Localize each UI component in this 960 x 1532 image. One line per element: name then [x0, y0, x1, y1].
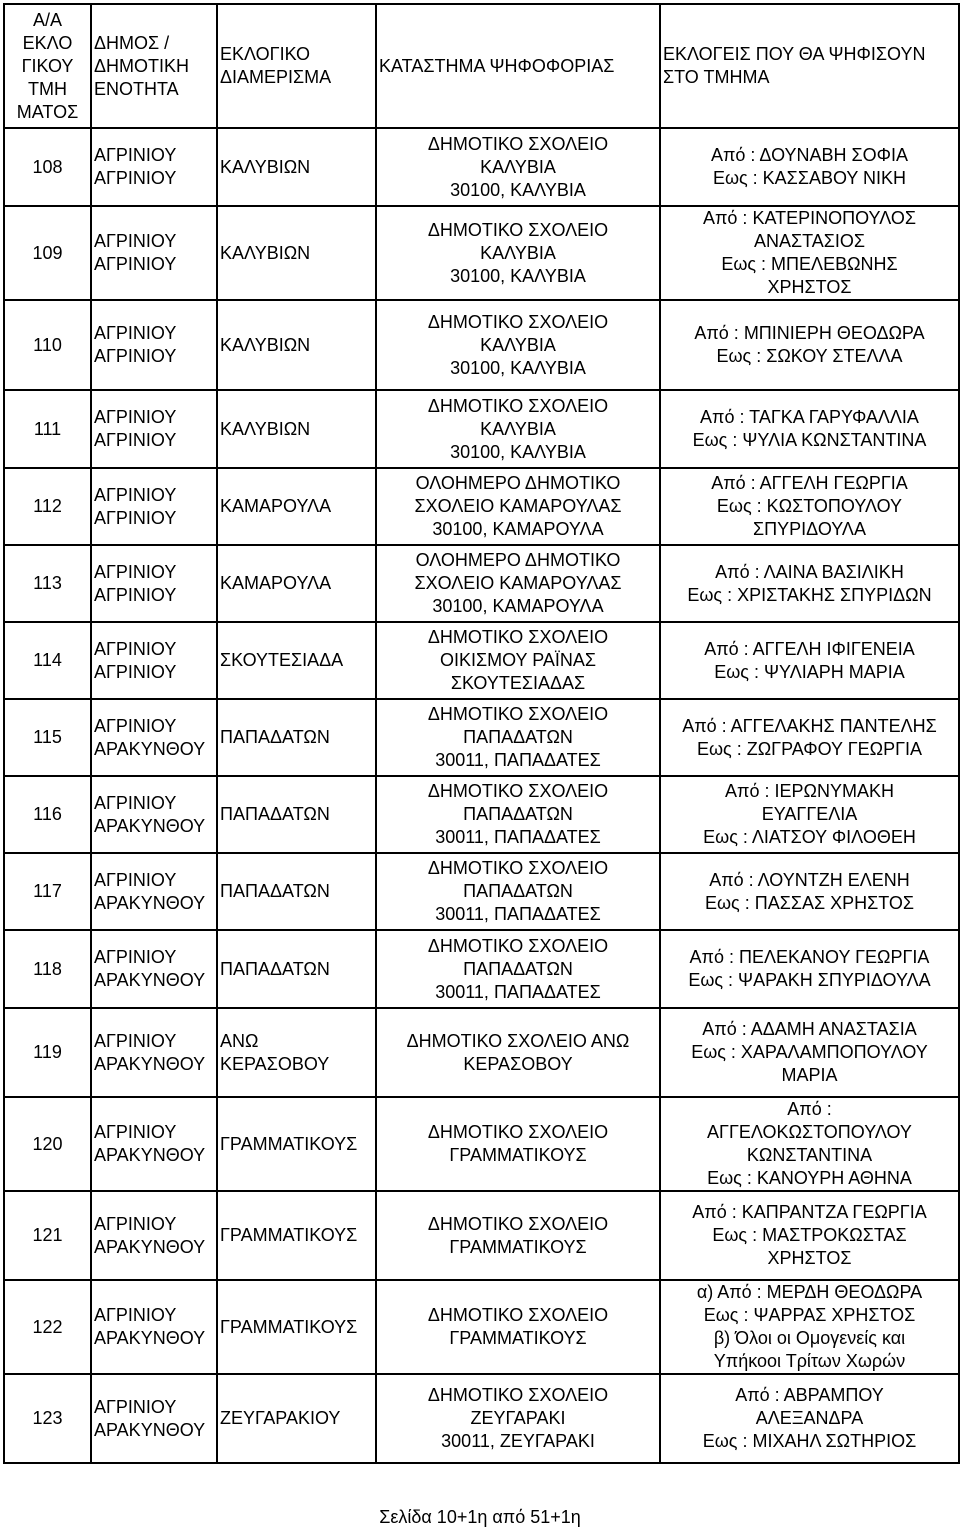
cell-dimos	[91, 930, 217, 1008]
cell-diamerisma-line: ΠΑΠΑΔΑΤΩΝ	[220, 804, 330, 824]
cell-ekloges	[660, 699, 959, 776]
cell-ekloges-line: Από :	[787, 1099, 832, 1119]
cell-ekloges-line: ΜΑΡΙΑ	[781, 1065, 838, 1085]
cell-ekloges-line: Εως : ΚΑΝΟΥΡΗ ΑΘΗΝΑ	[707, 1168, 912, 1188]
cell-katastima-line: ΣΧΟΛΕΙΟ ΚΑΜΑΡΟΥΛΑΣ	[414, 496, 622, 516]
cell-dimos-line: ΑΓΡΙΝΙΟΥ	[94, 792, 177, 813]
cell-katastima-line: ΔΗΜΟΤΙΚΟ ΣΧΟΛΕΙΟ	[427, 781, 609, 801]
cell-diamerisma	[217, 1280, 376, 1374]
cell-katastima	[376, 1008, 660, 1097]
cell-dimos-line: ΑΡΑΚΥΝΘΟΥ	[94, 892, 206, 913]
cell-katastima-line: ΓΡΑΜΜΑΤΙΚΟΥΣ	[449, 1145, 587, 1165]
cell-dimos-line: ΑΡΑΚΥΝΘΟΥ	[94, 738, 206, 759]
cell-katastima-line: ΚΑΛΥΒΙΑ	[480, 334, 556, 355]
cell-ekloges	[660, 206, 959, 300]
cell-dimos-line: ΑΡΑΚΥΝΘΟΥ	[94, 1236, 206, 1257]
cell-dimos-line: ΑΓΡΙΝΙΟΥ	[94, 507, 177, 528]
cell-dimos-line: ΑΡΑΚΥΝΘΟΥ	[94, 1053, 206, 1074]
cell-aa: 120	[4, 1097, 91, 1191]
cell-katastima-line: ΔΗΜΟΤΙΚΟ ΣΧΟΛΕΙΟ	[427, 311, 609, 332]
cell-diamerisma-line: ΚΑΜΑΡΟΥΛΑ	[220, 496, 332, 516]
cell-diamerisma-line: ΚΑΛΥΒΙΩΝ	[220, 242, 311, 263]
cell-diamerisma	[217, 699, 376, 776]
cell-ekloges-line: Εως : ΨΥΛΙΑΡΗ ΜΑΡΙΑ	[714, 661, 905, 682]
cell-katastima-line: ΠΑΠΑΔΑΤΩΝ	[463, 804, 573, 824]
cell-ekloges	[660, 622, 959, 699]
cell-ekloges-line: α) Από : ΜΕΡΔΗ ΘΕΟΔΩΡΑ	[696, 1282, 923, 1302]
cell-dimos-line: ΑΓΡΙΝΙΟΥ	[94, 484, 177, 505]
cell-ekloges	[660, 853, 959, 930]
cell-ekloges-line: Από : ΚΑΤΕΡΙΝΟΠΟΥΛΟΣ	[703, 208, 916, 228]
cell-dimos-line: ΑΓΡΙΝΙΟΥ	[94, 947, 177, 967]
page-footer: Σελίδα 10+1η από 51+1η	[379, 1507, 581, 1527]
cell-katastima-line: ΔΗΜΟΤΙΚΟ ΣΧΟΛΕΙΟ ΑΝΩ	[406, 1030, 630, 1051]
header-dimos: ΔΗΜΟΣ / ΔΗΜΟΤΙΚΗ ΕΝΟΤΗΤΑ	[91, 4, 217, 128]
cell-ekloges-line: Εως : ΠΑΣΣΑΣ ΧΡΗΣΤΟΣ	[704, 892, 915, 913]
cell-ekloges-line: Εως : ΚΑΣΣΑΒΟΥ ΝΙΚΗ	[712, 168, 907, 188]
cell-ekloges	[660, 300, 959, 390]
cell-ekloges-line: Εως : ΧΡΙΣΤΑΚΗΣ ΣΠΥΡΙΔΩΝ	[687, 584, 932, 605]
cell-katastima-line: ΔΗΜΟΤΙΚΟ ΣΧΟΛΕΙΟ	[427, 133, 609, 154]
cell-ekloges-line: Υπήκοοι Τρίτων Χωρών	[713, 1351, 906, 1371]
table-row	[4, 622, 959, 699]
cell-ekloges-line: Εως : ΣΩΚΟΥ ΣΤΕΛΛΑ	[716, 346, 903, 366]
cell-dimos-line: ΑΓΡΙΝΙΟΥ	[94, 145, 177, 165]
cell-katastima	[376, 930, 660, 1008]
cell-dimos-line: ΑΓΡΙΝΙΟΥ	[94, 231, 177, 251]
cell-dimos-line: ΑΓΡΙΝΙΟΥ	[94, 1396, 177, 1417]
cell-ekloges	[660, 390, 959, 468]
cell-dimos-line: ΑΓΡΙΝΙΟΥ	[94, 561, 177, 582]
cell-ekloges	[660, 468, 959, 545]
cell-katastima-line: ΔΗΜΟΤΙΚΟ ΣΧΟΛΕΙΟ	[427, 1305, 609, 1325]
cell-diamerisma	[217, 930, 376, 1008]
cell-ekloges-line: β) Όλοι οι Ομογενείς και	[713, 1328, 906, 1348]
cell-dimos	[91, 206, 217, 300]
cell-dimos-line: ΑΓΡΙΝΙΟΥ	[94, 254, 177, 274]
cell-diamerisma	[217, 1097, 376, 1191]
cell-ekloges	[660, 128, 959, 206]
cell-katastima	[376, 300, 660, 390]
cell-ekloges-line: Εως : ΛΙΑΤΣΟΥ ΦΙΛΟΘΕΗ	[703, 827, 916, 847]
header-diamerisma: ΕΚΛΟΓΙΚΟ ΔΙΑΜΕΡΙΣΜΑ	[217, 4, 376, 128]
cell-ekloges-line: Από : ΛΟΥΝΤΖΗ ΕΛΕΝΗ	[709, 869, 910, 890]
cell-ekloges-line: Από : ΔΟΥΝΑΒΗ ΣΟΦΙΑ	[710, 145, 909, 165]
cell-diamerisma-line: ΚΑΛΥΒΙΩΝ	[220, 418, 311, 439]
cell-ekloges-line: Από : ΜΠΙΝΙΕΡΗ ΘΕΟΔΩΡΑ	[694, 323, 925, 343]
table-header-row	[4, 4, 959, 128]
cell-dimos	[91, 1280, 217, 1374]
cell-katastima-line: ΚΑΛΥΒΙΑ	[480, 242, 556, 263]
table-row	[4, 468, 959, 545]
cell-ekloges-line: Εως : ΧΑΡΑΛΑΜΠΟΠΟΥΛΟΥ	[691, 1042, 928, 1062]
table-row	[4, 853, 959, 930]
cell-katastima-line: ΟΛΟΗΜΕΡΟ ΔΗΜΟΤΙΚΟ	[415, 473, 621, 493]
cell-ekloges-line: Από : ΛΑΙΝΑ ΒΑΣΙΛΙΚΗ	[715, 561, 904, 582]
cell-diamerisma	[217, 300, 376, 390]
cell-aa: 109	[4, 206, 91, 300]
table-row	[4, 390, 959, 468]
cell-ekloges-line: ΚΩΝΣΤΑΝΤΙΝΑ	[746, 1145, 873, 1165]
cell-katastima	[376, 468, 660, 545]
cell-ekloges-line: Από : ΑΓΓΕΛΗ ΓΕΩΡΓΙΑ	[711, 473, 908, 493]
table-row	[4, 1008, 959, 1097]
cell-katastima-line: 30011, ΠΑΠΑΔΑΤΕΣ	[435, 981, 601, 1002]
cell-diamerisma-line: ΚΑΜΑΡΟΥΛΑ	[220, 573, 332, 593]
cell-diamerisma-line: ΚΑΛΥΒΙΩΝ	[220, 334, 311, 355]
cell-dimos	[91, 853, 217, 930]
table-row	[4, 1280, 959, 1374]
cell-katastima-line: 30011, ΠΑΠΑΔΑΤΕΣ	[435, 904, 601, 924]
cell-ekloges	[660, 930, 959, 1008]
cell-katastima-line: ΓΡΑΜΜΑΤΙΚΟΥΣ	[449, 1328, 587, 1348]
cell-aa: 110	[4, 300, 91, 390]
cell-katastima-line: ΟΛΟΗΜΕΡΟ ΔΗΜΟΤΙΚΟ	[415, 550, 621, 570]
cell-diamerisma	[217, 622, 376, 699]
header-ekloges: ΕΚΛΟΓΕΙΣ ΠΟΥ ΘΑ ΨΗΦΙΣΟΥΝ ΣΤΟ ΤΜΗΜΑ	[660, 4, 959, 128]
table-body	[4, 128, 959, 1463]
cell-dimos	[91, 300, 217, 390]
cell-dimos-line: ΑΓΡΙΝΙΟΥ	[94, 1122, 177, 1142]
cell-katastima-line: ΔΗΜΟΤΙΚΟ ΣΧΟΛΕΙΟ	[427, 627, 609, 647]
cell-dimos-line: ΑΡΑΚΥΝΘΟΥ	[94, 1419, 206, 1440]
cell-dimos-line: ΑΡΑΚΥΝΘΟΥ	[94, 815, 206, 836]
cell-diamerisma	[217, 390, 376, 468]
cell-katastima-line: 30100, ΚΑΛΥΒΙΑ	[450, 357, 586, 378]
cell-dimos	[91, 128, 217, 206]
cell-ekloges	[660, 776, 959, 853]
cell-dimos	[91, 1097, 217, 1191]
cell-ekloges-line: Εως : ΨΥΛΙΑ ΚΩΝΣΤΑΝΤΙΝΑ	[692, 430, 927, 450]
cell-dimos-line: ΑΡΑΚΥΝΘΟΥ	[94, 1145, 206, 1165]
cell-katastima	[376, 1374, 660, 1463]
cell-ekloges-line: Από : ΑΒΡΑΜΠΟΥ	[735, 1385, 884, 1405]
cell-dimos	[91, 699, 217, 776]
cell-ekloges	[660, 1280, 959, 1374]
cell-ekloges-line: Εως : ΚΩΣΤΟΠΟΥΛΟΥ	[716, 496, 903, 516]
cell-katastima-line: ΠΑΠΑΔΑΤΩΝ	[463, 881, 573, 901]
table-row	[4, 1191, 959, 1280]
cell-katastima-line: 30100, ΚΑΛΥΒΙΑ	[450, 441, 586, 462]
cell-katastima-line: 30100, ΚΑΜΑΡΟΥΛΑ	[432, 596, 604, 616]
cell-katastima	[376, 128, 660, 206]
cell-katastima-line: 30100, ΚΑΜΑΡΟΥΛΑ	[432, 519, 604, 539]
cell-diamerisma-line: ΑΝΩ	[220, 1030, 259, 1051]
cell-diamerisma-line: ΓΡΑΜΜΑΤΙΚΟΥΣ	[220, 1133, 358, 1154]
cell-diamerisma-line: ΚΑΛΥΒΙΩΝ	[220, 156, 311, 177]
cell-aa: 123	[4, 1374, 91, 1463]
cell-ekloges	[660, 1374, 959, 1463]
cell-ekloges-line: ΑΛΕΞΑΝΔΡΑ	[755, 1408, 864, 1428]
cell-dimos-line: ΑΓΡΙΝΙΟΥ	[94, 346, 177, 366]
cell-dimos-line: ΑΓΡΙΝΙΟΥ	[94, 407, 177, 427]
cell-katastima-line: ΔΗΜΟΤΙΚΟ ΣΧΟΛΕΙΟ	[427, 704, 609, 724]
cell-dimos-line: ΑΓΡΙΝΙΟΥ	[94, 323, 177, 343]
cell-diamerisma	[217, 853, 376, 930]
cell-aa: 108	[4, 128, 91, 206]
cell-ekloges-line: Από : ΠΕΛΕΚΑΝΟΥ ΓΕΩΡΓΙΑ	[689, 947, 930, 967]
cell-ekloges-line: ΑΝΑΣΤΑΣΙΟΣ	[753, 231, 866, 251]
cell-katastima-line: ΚΑΛΥΒΙΑ	[480, 418, 556, 439]
cell-diamerisma	[217, 206, 376, 300]
header-aa: Α/Α ΕΚΛΟ ΓΙΚΟΥ ΤΜΗ ΜΑΤΟΣ	[4, 4, 91, 128]
table-row	[4, 930, 959, 1008]
cell-dimos-line: ΑΓΡΙΝΙΟΥ	[94, 715, 177, 736]
cell-ekloges-line: Από : ΑΓΓΕΛΗ ΙΦΙΓΕΝΕΙΑ	[704, 638, 915, 659]
cell-diamerisma	[217, 468, 376, 545]
cell-katastima-line: ΟΙΚΙΣΜΟΥ ΡΑΪΝΑΣ	[439, 650, 597, 670]
cell-katastima	[376, 545, 660, 622]
cell-katastima-line: 30011, ΠΑΠΑΔΑΤΕΣ	[435, 750, 601, 770]
cell-ekloges-line: Από : ΑΓΓΕΛΑΚΗΣ ΠΑΝΤΕΛΗΣ	[682, 715, 937, 736]
cell-dimos	[91, 1374, 217, 1463]
cell-dimos-line: ΑΓΡΙΝΙΟΥ	[94, 1213, 177, 1234]
cell-katastima	[376, 699, 660, 776]
cell-katastima	[376, 776, 660, 853]
cell-katastima-line: 30011, ΠΑΠΑΔΑΤΕΣ	[435, 827, 601, 847]
cell-aa: 113	[4, 545, 91, 622]
cell-diamerisma-line: ΠΑΠΑΔΑΤΩΝ	[220, 958, 330, 979]
cell-katastima-line: ΔΗΜΟΤΙΚΟ ΣΧΟΛΕΙΟ	[427, 935, 609, 956]
cell-diamerisma-line: ΣΚΟΥΤΕΣΙΑΔΑ	[220, 650, 344, 670]
cell-aa: 118	[4, 930, 91, 1008]
cell-diamerisma	[217, 128, 376, 206]
cell-ekloges-line: ΣΠΥΡΙΔΟΥΛΑ	[753, 519, 866, 539]
cell-dimos-line: ΑΡΑΚΥΝΘΟΥ	[94, 1328, 206, 1348]
cell-ekloges-line: Από : ΑΔΑΜΗ ΑΝΑΣΤΑΣΙΑ	[702, 1019, 917, 1039]
cell-katastima-line: ΔΗΜΟΤΙΚΟ ΣΧΟΛΕΙΟ	[427, 1213, 609, 1234]
cell-katastima	[376, 206, 660, 300]
table-row	[4, 1374, 959, 1463]
cell-ekloges-line: ΑΓΓΕΛΟΚΩΣΤΟΠΟΥΛΟΥ	[707, 1122, 912, 1142]
cell-katastima-line: 30100, ΚΑΛΥΒΙΑ	[450, 265, 586, 286]
cell-katastima-line: 30100, ΚΑΛΥΒΙΑ	[450, 179, 586, 200]
cell-katastima-line: ΚΑΛΥΒΙΑ	[480, 156, 556, 177]
cell-ekloges-line: Εως : ΨΑΡΡΑΣ ΧΡΗΣΤΟΣ	[703, 1305, 916, 1325]
table-row	[4, 206, 959, 300]
cell-katastima	[376, 853, 660, 930]
cell-aa: 119	[4, 1008, 91, 1097]
table-row	[4, 545, 959, 622]
cell-diamerisma	[217, 1008, 376, 1097]
cell-aa: 112	[4, 468, 91, 545]
cell-dimos-line: ΑΓΡΙΝΙΟΥ	[94, 584, 177, 605]
cell-diamerisma	[217, 1191, 376, 1280]
cell-ekloges-line: Εως : ΜΠΕΛΕΒΩΝΗΣ	[721, 254, 898, 274]
cell-katastima	[376, 1280, 660, 1374]
cell-katastima-line: ΠΑΠΑΔΑΤΩΝ	[463, 958, 573, 979]
cell-katastima-line: ΔΗΜΟΤΙΚΟ ΣΧΟΛΕΙΟ	[427, 395, 609, 416]
cell-aa: 111	[4, 390, 91, 468]
cell-ekloges-line: ΧΡΗΣΤΟΣ	[767, 1248, 852, 1268]
cell-katastima	[376, 622, 660, 699]
cell-diamerisma-line: ΓΡΑΜΜΑΤΙΚΟΥΣ	[220, 1316, 358, 1337]
cell-diamerisma-line: ΖΕΥΓΑΡΑΚΙΟΥ	[220, 1408, 341, 1428]
cell-diamerisma	[217, 545, 376, 622]
cell-dimos-line: ΑΓΡΙΝΙΟΥ	[94, 1305, 177, 1325]
cell-diamerisma	[217, 776, 376, 853]
cell-dimos	[91, 1191, 217, 1280]
cell-dimos-line: ΑΓΡΙΝΙΟΥ	[94, 430, 177, 450]
cell-aa: 114	[4, 622, 91, 699]
cell-diamerisma-line: ΠΑΠΑΔΑΤΩΝ	[220, 727, 330, 747]
cell-ekloges-line: Εως : ΜΑΣΤΡΟΚΩΣΤΑΣ	[712, 1225, 907, 1245]
header-katastima: ΚΑΤΑΣΤΗΜΑ ΨΗΦΟΦΟΡΙΑΣ	[376, 4, 660, 128]
cell-ekloges-line: Εως : ΨΑΡΑΚΗ ΣΠΥΡΙΔΟΥΛΑ	[688, 970, 931, 990]
cell-aa: 121	[4, 1191, 91, 1280]
cell-dimos	[91, 545, 217, 622]
cell-ekloges-line: ΧΡΗΣΤΟΣ	[767, 277, 852, 297]
cell-dimos	[91, 468, 217, 545]
cell-dimos-line: ΑΓΡΙΝΙΟΥ	[94, 661, 177, 682]
cell-katastima-line: ΔΗΜΟΤΙΚΟ ΣΧΟΛΕΙΟ	[427, 858, 609, 878]
cell-dimos-line: ΑΓΡΙΝΙΟΥ	[94, 638, 177, 659]
cell-ekloges-line: Εως : ΖΩΓΡΑΦΟΥ ΓΕΩΡΓΙΑ	[696, 738, 923, 759]
cell-katastima-line: ΔΗΜΟΤΙΚΟ ΣΧΟΛΕΙΟ	[427, 219, 609, 240]
cell-dimos-line: ΑΡΑΚΥΝΘΟΥ	[94, 970, 206, 990]
cell-katastima-line: 30011, ΖΕΥΓΑΡΑΚΙ	[441, 1431, 595, 1451]
cell-katastima-line: ΚΕΡΑΣΟΒΟΥ	[463, 1053, 573, 1074]
table-row	[4, 300, 959, 390]
cell-katastima-line: ΣΧΟΛΕΙΟ ΚΑΜΑΡΟΥΛΑΣ	[414, 573, 622, 593]
table-row	[4, 776, 959, 853]
cell-dimos	[91, 1008, 217, 1097]
cell-katastima	[376, 1191, 660, 1280]
cell-ekloges-line: Από : ΤΑΓΚΑ ΓΑΡΥΦΑΛΛΙΑ	[700, 407, 919, 427]
cell-diamerisma-line: ΚΕΡΑΣΟΒΟΥ	[220, 1053, 330, 1074]
cell-dimos	[91, 622, 217, 699]
cell-diamerisma-line: ΠΑΠΑΔΑΤΩΝ	[220, 881, 330, 901]
cell-aa: 122	[4, 1280, 91, 1374]
polling-stations-table	[3, 3, 960, 1464]
cell-katastima	[376, 390, 660, 468]
cell-aa: 116	[4, 776, 91, 853]
table-row	[4, 128, 959, 206]
cell-katastima	[376, 1097, 660, 1191]
cell-diamerisma-line: ΓΡΑΜΜΑΤΙΚΟΥΣ	[220, 1225, 358, 1245]
cell-ekloges-line: Εως : ΜΙΧΑΗΛ ΣΩΤΗΡΙΟΣ	[702, 1431, 917, 1451]
table-row	[4, 699, 959, 776]
cell-katastima-line: ΓΡΑΜΜΑΤΙΚΟΥΣ	[449, 1236, 587, 1257]
cell-ekloges	[660, 1097, 959, 1191]
cell-katastima-line: ΔΗΜΟΤΙΚΟ ΣΧΟΛΕΙΟ	[427, 1385, 609, 1405]
cell-aa: 115	[4, 699, 91, 776]
cell-dimos-line: ΑΓΡΙΝΙΟΥ	[94, 869, 177, 890]
cell-ekloges-line: Από : ΚΑΠΡΑΝΤΖΑ ΓΕΩΡΓΙΑ	[692, 1202, 927, 1222]
cell-ekloges-line: Από : ΙΕΡΩΝΥΜΑΚΗ	[725, 781, 894, 801]
cell-ekloges	[660, 1191, 959, 1280]
cell-katastima-line: ΖΕΥΓΑΡΑΚΙ	[470, 1408, 566, 1428]
cell-ekloges-line: ΕΥΑΓΓΕΛΙΑ	[761, 804, 858, 824]
cell-katastima-line: ΔΗΜΟΤΙΚΟ ΣΧΟΛΕΙΟ	[427, 1122, 609, 1142]
cell-ekloges	[660, 545, 959, 622]
cell-dimos	[91, 776, 217, 853]
cell-dimos-line: ΑΓΡΙΝΙΟΥ	[94, 168, 177, 188]
cell-katastima-line: ΣΚΟΥΤΕΣΙΑΔΑΣ	[450, 673, 586, 693]
cell-diamerisma	[217, 1374, 376, 1463]
cell-dimos-line: ΑΓΡΙΝΙΟΥ	[94, 1030, 177, 1051]
cell-aa: 117	[4, 853, 91, 930]
table-row	[4, 1097, 959, 1191]
cell-katastima-line: ΠΑΠΑΔΑΤΩΝ	[463, 727, 573, 747]
cell-dimos	[91, 390, 217, 468]
cell-ekloges	[660, 1008, 959, 1097]
